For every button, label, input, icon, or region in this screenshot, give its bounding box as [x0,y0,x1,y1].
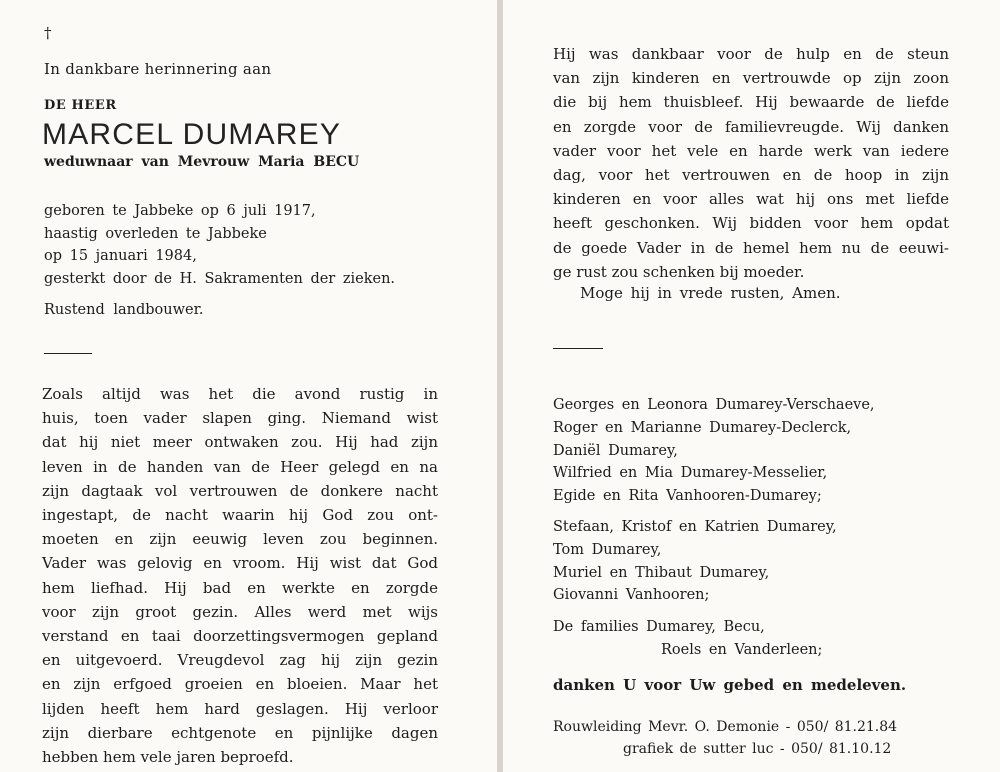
left-page [0,0,497,772]
paragraph-line: leven in de handen van de Heer gelegd en na [42,457,438,476]
paragraph-line: hem liefhad. Hij bad en werkte en zorgde [42,578,438,597]
paragraph-line: kinderen en voor alles wat hij ons met liefde [553,190,949,209]
death-date-line: op 15 januari 1984, [44,248,197,264]
prayer-line: Moge hij in vrede rusten, Amen. [580,284,841,302]
paragraph-line: voor zijn groot gezin. Alles werd met wijs [42,602,438,621]
birth-line: geboren te Jabbeke op 6 juli 1917, [44,203,316,219]
death-line: haastig overleden te Jabbeke [44,225,267,242]
paragraph-line: en zorgde voor de familievreugde. Wij danken [553,117,949,136]
family-member: Egide en Rita Vanhooren-Dumarey; [553,488,822,505]
paragraph-line: dag, voor het vertrouwen en de hoop in zijn [553,166,949,185]
paragraph-line: verstand en taai doorzettingsvermogen gepland [42,627,438,646]
family-member: Wilfried en Mia Dumarey-Messelier, [553,465,828,482]
funeral-credits [553,716,897,760]
cross-symbol: † [44,24,52,42]
family-member: De families Dumarey, Becu, [553,619,765,635]
funeral-director: Rouwleiding Mevr. O. Demonie - 050/ 81.21.84 [553,719,898,735]
paragraph-line: zijn dagtaak vol vertrouwen de donkere nacht [42,481,438,500]
paragraph-line: moeten en zijn eeuwig leven zou beginnen. [42,530,438,549]
paragraph-line: van zijn kinderen en vertrouwde op zijn zoon [553,69,949,88]
paragraph-line: heeft geschonken. Wij bidden voor hem opdat [553,214,949,233]
family-member: Roger en Marianne Dumarey-Declerck, [553,419,852,436]
family-member: Giovanni Vanhooren; [553,587,710,604]
memorial-paragraph [42,382,438,769]
honorific-title: DE HEER [44,98,117,113]
life-dates [44,200,395,290]
deceased-name: MARCEL DUMAREY [42,118,342,151]
paragraph-line: vader voor het vele en harde werk van iedere [553,141,949,160]
memorial-paragraph-continued [553,42,949,284]
paragraph-line: huis, toen vader slapen ging. Niemand wist [42,409,438,428]
family-grandchildren [553,516,837,607]
family-member: Stefaan, Kristof en Katrien Dumarey, [553,519,837,535]
paragraph-line: zijn dierbare echtgenote en pijnlijke dagen [42,723,438,742]
divider-line [553,348,603,349]
paragraph-line: Zoals altijd was het die avond rustig in [42,385,438,403]
paragraph-line: ge rust zou schenken bij moeder. [553,262,805,281]
family-children [553,394,875,508]
paragraph-line: Vader was gelovig en vroom. Hij wist dat God [42,554,438,573]
profession: Rustend landbouwer. [44,302,204,318]
widower-line: weduwnaar van Mevrouw Maria BECU [44,154,360,170]
paragraph-line: dat hij niet meer ontwaken zou. Hij had zijn [42,433,438,452]
paragraph-line: Hij was dankbaar voor de hulp en de steun [553,45,949,63]
intro-text: In dankbare herinnering aan [44,60,272,78]
family-extended [553,616,822,662]
paragraph-line: lijden heeft hem hard geslagen. Hij verloor [42,699,438,718]
family-member: Georges en Leonora Dumarey-Verschaeve, [553,397,875,413]
family-member: Muriel en Thibaut Dumarey, [553,564,770,581]
paragraph-line: hebben hem vele jaren beproefd. [42,748,294,767]
paragraph-line: en uitgevoerd. Vreugdevol zag hij zijn gezin [42,651,438,670]
thanks-line: danken U voor Uw gebed en medeleven. [553,676,907,694]
paragraph-line: ingestapt, de nacht waarin hij God zou ont- [42,506,438,525]
family-member: Tom Dumarey, [553,541,662,558]
paragraph-line: en zijn erfgoed groeien en bloeien. Maar het [42,675,438,694]
family-member: Roels en Vanderleen; [661,641,823,658]
paragraph-line: die bij hem thuisbleef. Hij bewaarde de liefde [553,93,949,112]
printer-credit: grafiek de sutter luc - 050/ 81.10.12 [623,741,892,757]
divider-line [44,353,92,354]
paragraph-line: de goede Vader in de hemel hem nu de eeuwi- [553,238,949,257]
family-member: Daniël Dumarey, [553,442,678,459]
sacraments-line: gesterkt door de H. Sakramenten der zieken. [44,270,396,287]
